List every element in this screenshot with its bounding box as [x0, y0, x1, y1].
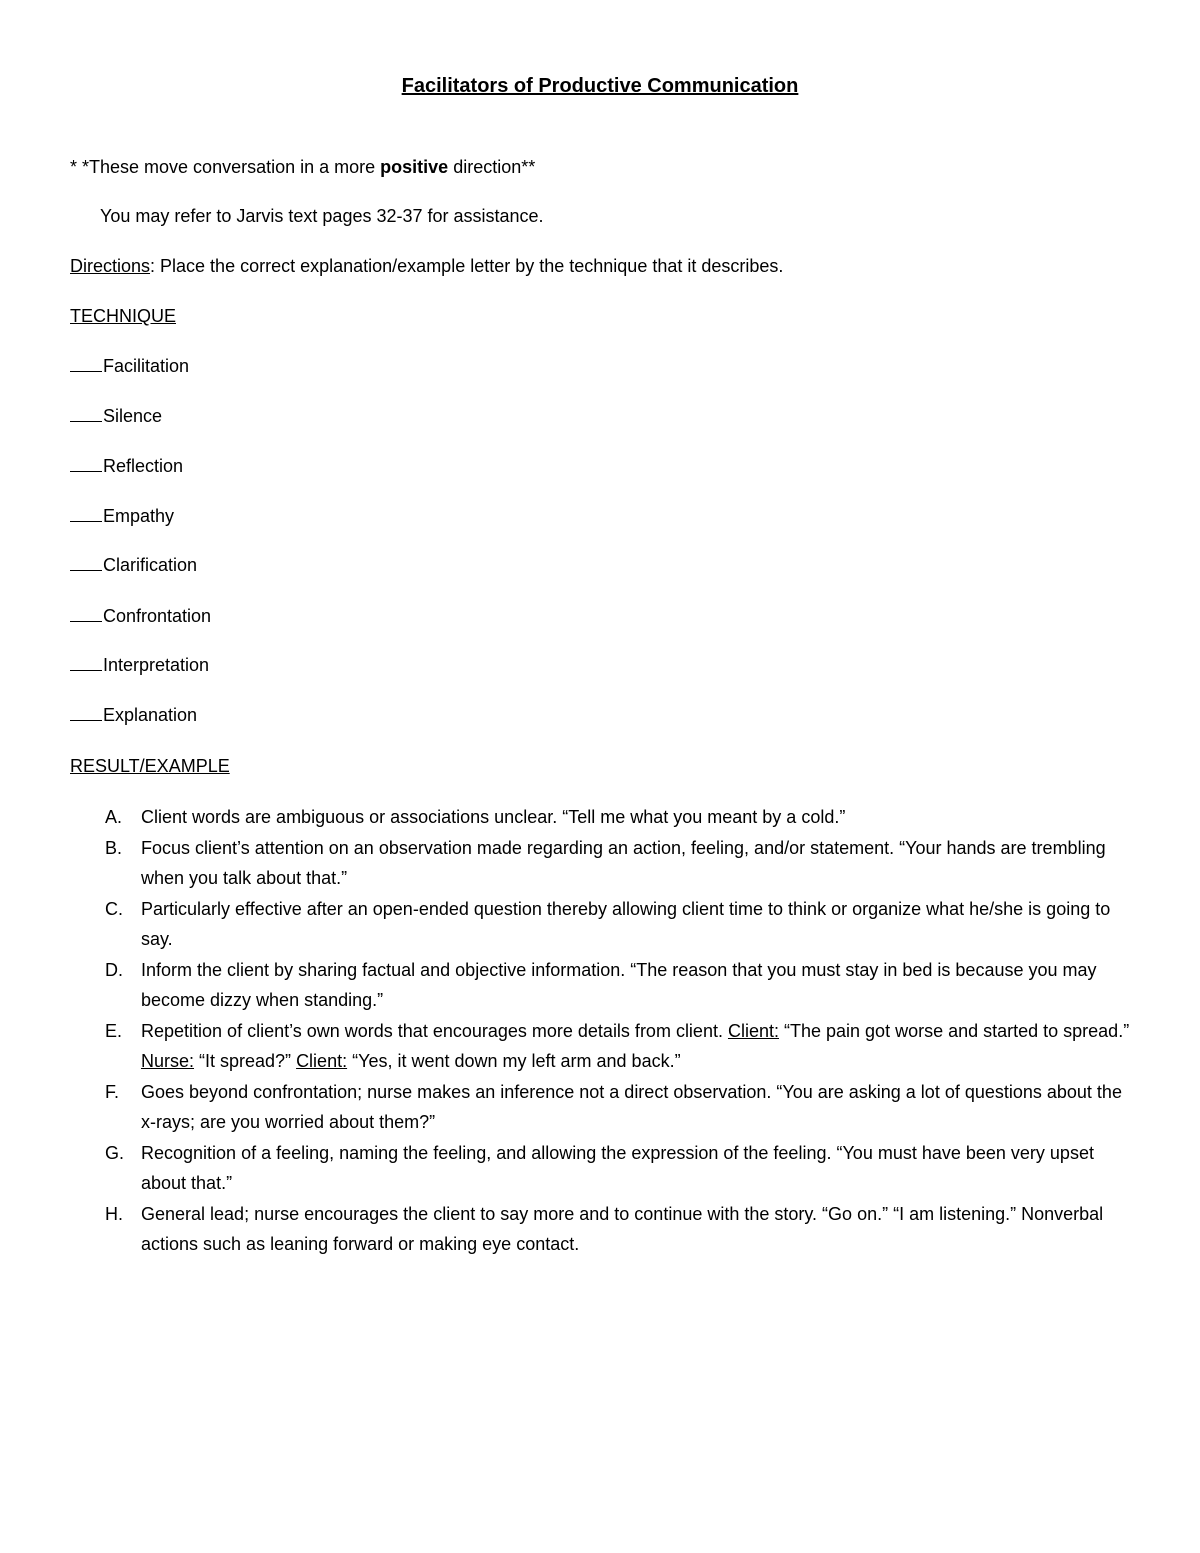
- answer-blank[interactable]: [70, 420, 102, 422]
- technique-label: Clarification: [103, 555, 198, 575]
- answer-blank[interactable]: [70, 470, 102, 472]
- note-suffix: direction**: [448, 157, 536, 177]
- result-letter: G.: [105, 1142, 125, 1163]
- technique-item: [70, 353, 189, 379]
- note-bold-word: positive: [380, 157, 449, 177]
- result-item-g: [100, 1138, 1130, 1199]
- result-text: General lead; nurse encourages the client to say more and to continue with the story. “Go on.” “I am listening.” Nonverbal actions such as leaning forward or making eye contact.: [141, 1203, 1104, 1254]
- result-letter: B.: [105, 837, 123, 858]
- result-item-e: [100, 1016, 1130, 1077]
- result-letter: A.: [105, 807, 123, 827]
- answer-blank[interactable]: [70, 370, 102, 372]
- answer-blank[interactable]: [70, 669, 102, 671]
- technique-item: [70, 702, 197, 728]
- answer-blank[interactable]: [70, 520, 102, 522]
- result-letter: D.: [105, 959, 123, 980]
- directions-text: : Place the correct explanation/example letter by the technique that it describes.: [150, 256, 784, 276]
- positive-direction-note: [70, 154, 535, 180]
- technique-item: [70, 503, 174, 529]
- result-letter: C.: [105, 898, 123, 919]
- result-item-a: [100, 802, 1130, 833]
- result-list: [100, 802, 1130, 1260]
- answer-blank[interactable]: [70, 620, 102, 622]
- result-text-part: “The pain got worse and started to spread.”: [779, 1020, 1130, 1041]
- result-text: Particularly effective after an open-ended question thereby allowing client time to think or organize what he/she is going to say.: [141, 898, 1111, 949]
- answer-blank[interactable]: [70, 569, 102, 571]
- speaker-client-label: Client:: [727, 1020, 779, 1041]
- result-item-c: [100, 894, 1130, 955]
- result-item-b: [100, 833, 1130, 894]
- result-heading: RESULT/EXAMPLE: [70, 756, 230, 776]
- result-letter: H.: [105, 1203, 123, 1224]
- result-text: Recognition of a feeling, naming the feeling, and allowing the expression of the feeling. “You must have been very upset about that.”: [141, 1142, 1094, 1193]
- result-text-part: “It spread?”: [194, 1051, 297, 1071]
- technique-label: Silence: [103, 406, 163, 426]
- result-item-d: [100, 955, 1130, 1016]
- speaker-client-label: Client:: [296, 1051, 348, 1071]
- result-letter: F.: [105, 1081, 120, 1102]
- page-title: Facilitators of Productive Communication: [401, 75, 799, 97]
- result-text: Inform the client by sharing factual and objective information. “The reason that you must stay in bed is because you may become dizzy when standing.”: [141, 959, 1097, 1010]
- technique-heading: TECHNIQUE: [70, 306, 177, 326]
- answer-blank[interactable]: [70, 719, 102, 721]
- result-letter: E.: [105, 1020, 123, 1041]
- note-prefix: * *These move conversation in a more: [70, 157, 381, 177]
- result-text-part: “Yes, it went down my left arm and back.”: [347, 1051, 681, 1071]
- technique-item: [70, 652, 209, 678]
- technique-label: Explanation: [103, 705, 198, 725]
- result-text: Goes beyond confrontation; nurse makes an inference not a direct observation. “You are asking a lot of questions about the x-rays; are you worried about them?”: [141, 1081, 1122, 1132]
- technique-item: [70, 552, 197, 578]
- technique-label: Facilitation: [103, 356, 190, 376]
- technique-item: [70, 603, 211, 629]
- technique-label: Confrontation: [103, 606, 212, 626]
- result-item-f: [100, 1077, 1130, 1138]
- reference-note: You may refer to Jarvis text pages 32-37 for assistance.: [100, 206, 544, 226]
- result-text: Client words are ambiguous or associations unclear. “Tell me what you meant by a cold.”: [141, 807, 846, 827]
- technique-label: Empathy: [103, 506, 175, 526]
- result-text-part: Repetition of client’s own words that encourages more details from client.: [141, 1020, 728, 1041]
- directions-label: Directions: [70, 256, 151, 276]
- result-item-h: [100, 1199, 1130, 1260]
- directions: [70, 253, 783, 279]
- result-text: [141, 1021, 1129, 1072]
- speaker-nurse-label: Nurse:: [141, 1051, 195, 1071]
- result-text: Focus client’s attention on an observation made regarding an action, feeling, and/or statement. “Your hands are trembling when you talk about that.”: [141, 837, 1106, 888]
- technique-item: [70, 403, 162, 429]
- technique-label: Reflection: [103, 456, 184, 476]
- technique-item: [70, 453, 183, 479]
- technique-label: Interpretation: [103, 655, 210, 675]
